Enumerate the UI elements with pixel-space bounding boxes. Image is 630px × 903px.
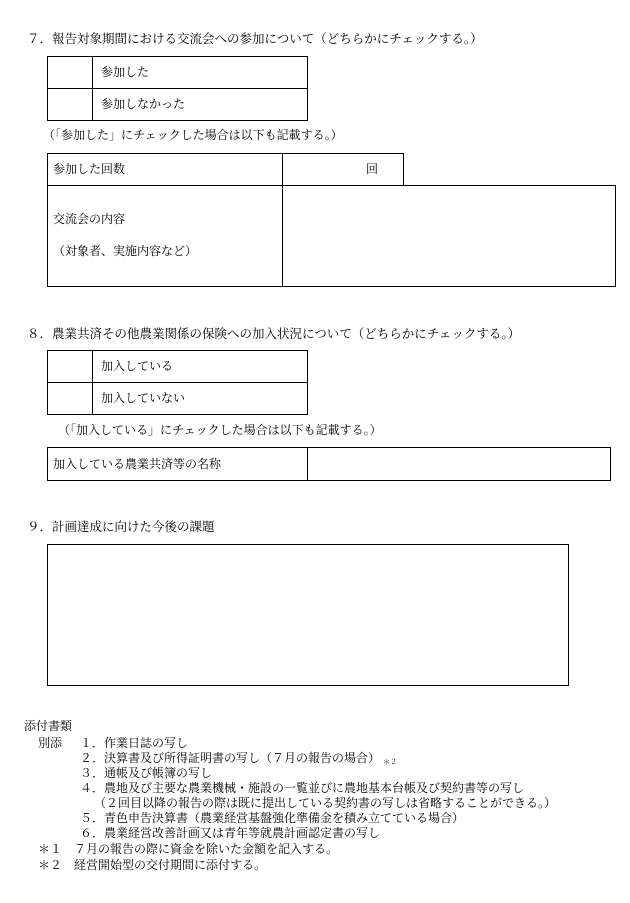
attachment-item-4-note: （２回目以降の報告の際は既に提出している契約書の写しは省略することができる。） <box>94 796 557 810</box>
option-not-joined-label: 加入していない <box>101 391 186 405</box>
section8-check-column-line <box>92 350 93 415</box>
attachments-title: 添付書類 <box>24 719 73 733</box>
attachments-prefix: 別添 <box>38 736 63 750</box>
attachment-item-3: ３．通帳及び帳簿の写し <box>80 766 213 780</box>
checkbox-not-joined[interactable] <box>48 383 92 414</box>
attendance-count-divider <box>282 153 283 186</box>
option-not-attended-label: 参加しなかった <box>101 97 186 111</box>
insurance-name-input[interactable] <box>312 451 606 477</box>
section7-check-column-line <box>92 56 93 121</box>
option-joined-label: 加入している <box>101 359 174 373</box>
attachment-item-6: ６．農業経営改善計画又は青年等就農計画認定書の写し <box>80 826 381 840</box>
footnote-2: ＊２ 経営開始型の交付期間に添付する。 <box>38 858 267 872</box>
exchange-content-label: 交流会の内容 <box>53 212 126 226</box>
section7-note: （「参加した」にチェックした場合は以下も記載する。） <box>43 128 343 142</box>
attachment-item-2-mark: ＊２ <box>383 758 398 766</box>
checkbox-not-attended[interactable] <box>48 89 92 120</box>
checkbox-attended[interactable] <box>48 57 92 88</box>
option-attended-label: 参加した <box>101 65 150 79</box>
section7-heading: ７．報告対象期間における交流会への参加について（どちらかにチェックする。） <box>27 31 483 46</box>
attendance-count-label: 参加した回数 <box>53 162 126 176</box>
exchange-content-sublabel: （対象者、実施内容など） <box>53 244 198 258</box>
exchange-content-divider <box>282 185 283 287</box>
insurance-name-label: 加入している農業共済等の名称 <box>53 457 222 471</box>
insurance-name-divider <box>307 447 308 481</box>
future-issues-input[interactable] <box>52 549 564 681</box>
section9-heading: ９．計画達成に向けた今後の課題 <box>27 519 215 534</box>
section8-heading: ８．農業共済その他農業関係の保険への加入状況について（どちらかにチェックする。） <box>27 326 521 341</box>
attachment-item-1: １．作業日誌の写し <box>80 736 189 750</box>
section8-note: （「加入している」にチェックした場合は以下も記載する。） <box>58 423 382 437</box>
attendance-count-input[interactable] <box>290 157 360 181</box>
attendance-count-unit: 回 <box>366 162 379 176</box>
checkbox-joined[interactable] <box>48 351 92 382</box>
footnote-1: ＊１ ７月の報告の際に資金を除いた金額を記入する。 <box>38 842 339 856</box>
exchange-content-input[interactable] <box>288 190 610 282</box>
attachment-item-5: ５．青色申告決算書（農業経営基盤強化準備金を積み立てている場合） <box>80 811 465 825</box>
attachment-item-2 <box>80 752 397 766</box>
attachment-item-2-text: ２．決算書及び所得証明書の写し（７月の報告の場合） <box>80 751 381 765</box>
attachment-item-4: ４．農地及び主要な農業機械・施設の一覧並びに農地基本台帳及び契約書等の写し <box>80 781 525 795</box>
